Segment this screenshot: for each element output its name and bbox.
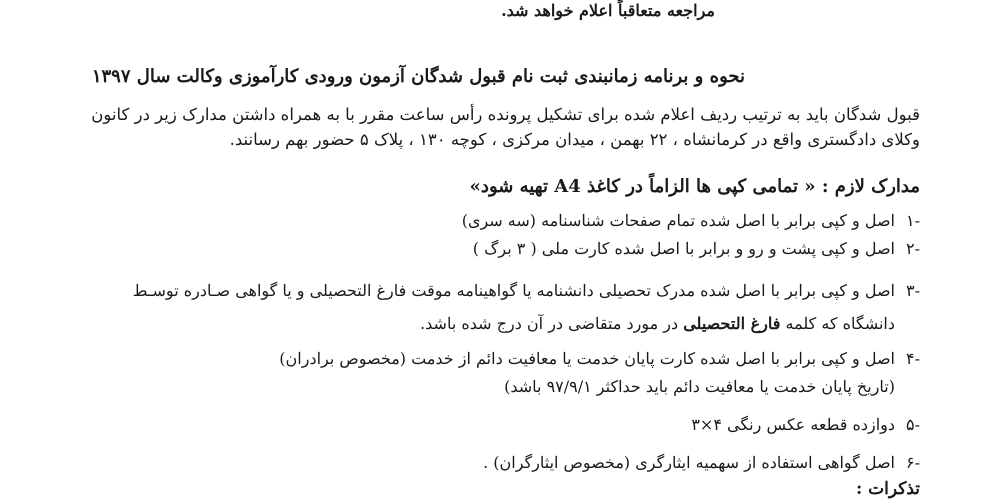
- item-text-emphasis: فارغ التحصیلی: [683, 314, 781, 333]
- item-number: -۶: [906, 453, 920, 472]
- item-text: اصل و کپی برابر با اصل شده تمام صفحات شناسنامه (سه سری): [461, 211, 895, 230]
- required-documents-heading: مدارک لازم : « تمامی کپی ها الزاماً در کاغذ A4 تهیه شود»: [469, 176, 920, 197]
- item-text: اصل و کپی پشت و رو و برابر با اصل شده کارت ملی ( ۳ برگ ): [472, 239, 895, 258]
- item-number: -۳: [906, 281, 920, 300]
- item-text: اصل و کپی برابر با اصل شده کارت پایان خدمت یا معافیت دائم از خدمت (مخصوص برادران): [279, 349, 895, 368]
- item-text: دوازده قطعه عکس رنگی ۴×۳: [691, 415, 895, 434]
- item-text: اصل گواهی استفاده از سهمیه ایثارگری (مخصوص ایثارگران) .: [483, 453, 895, 472]
- item-text: اصل و کپی برابر با اصل شده مدرک تحصیلی دانشنامه یا گواهینامه موقت فارغ التحصیلی و یا گواهی صـادره توسـط: [132, 281, 895, 300]
- item-text-continuation: [420, 313, 895, 335]
- intro-line-2: وکلای دادگستری واقع در کرمانشاه ، ۲۲ بهمن ، میدان مرکزی ، کوچه ۱۳۰ ، پلاک ۵ حضور بهم رسانند.: [229, 130, 920, 149]
- item-text-continuation: (تاریخ پایان خدمت یا معافیت دائم باید حداکثر ۹۷/۹/۱ باشد): [504, 377, 895, 396]
- document-title: نحوه و برنامه زمانبندی ثبت نام قبول شدگان آزمون ورودی کارآموزی وکالت سال ۱۳۹۷: [91, 66, 745, 87]
- item-text-part: در مورد متقاضی در آن درج شده باشد.: [420, 314, 684, 333]
- item-number: -۱: [906, 211, 920, 230]
- lead-note: مراجعه متعاقباً اعلام خواهد شد.: [501, 1, 715, 20]
- item-number: -۲: [906, 239, 920, 258]
- item-number: -۵: [906, 415, 920, 434]
- item-number: -۴: [906, 349, 920, 368]
- intro-line-1: قبول شدگان باید به ترتیب ردیف اعلام شده برای تشکیل پرونده رأس ساعت مقرر با به همراه داشتن مدارک زیر در کانون: [91, 105, 920, 124]
- notes-heading: تذکرات :: [855, 479, 920, 499]
- item-text-part: دانشگاه که کلمه: [780, 314, 895, 333]
